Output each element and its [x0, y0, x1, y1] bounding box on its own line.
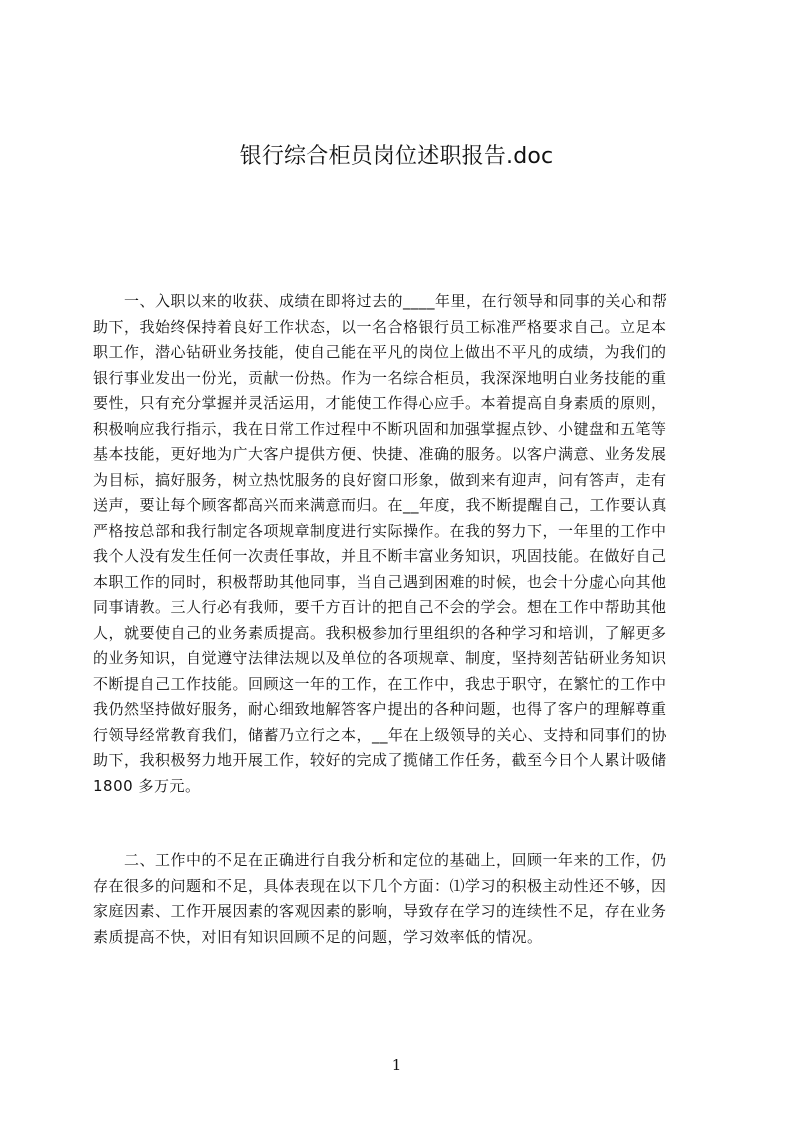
paragraph-line: 的业务知识，自觉遵守法律法规以及单位的各项规章、制度，坚持刻苦钻研业务知识	[93, 649, 667, 667]
paragraph-2	[93, 848, 698, 950]
paragraph-line: 送声，要让每个顾客都高兴而来满意而归。在__年度，我不断提醒自己，工作要认真	[93, 496, 668, 514]
paragraph-line: 素质提高不快，对旧有知识回顾不足的问题，学习效率低的情况。	[93, 927, 543, 946]
paragraph-1	[93, 289, 698, 799]
paragraph-line: 存在很多的问题和不足，具体表现在以下几个方面：⑴学习的积极主动性还不够，因	[93, 876, 667, 895]
paragraph-line: 严格按总部和我行制定各项规章制度进行实际操作。在我的努力下，一年里的工作中	[93, 521, 667, 540]
paragraph-line: 我仍然坚持做好服务，耐心细致地解答客户提出的各种问题，也得了客户的理解尊重	[93, 700, 667, 718]
paragraph-line: 我个人没有发生任何一次责任事故，并且不断丰富业务知识，巩固技能。在做好自己	[93, 547, 667, 565]
paragraph-line: 基本技能，更好地为广大客户提供方便、快捷、准确的服务。以客户满意、业务发展	[93, 445, 667, 463]
paragraph-line: 助下，我始终保持着良好工作状态，以一名合格银行员工标准严格要求自己。立足本	[93, 317, 667, 336]
paragraph-line: 行领导经常教育我们，储蓄乃立行之本，__年在上级领导的关心、支持和同事们的协	[93, 725, 668, 744]
paragraph-line: 积极响应我行指示，我在日常工作过程中不断巩固和加强掌握点钞、小键盘和五笔等	[93, 419, 667, 438]
paragraph-line: 人，就要使自己的业务素质提高。我积极参加行里组织的各种学习和培训，了解更多	[93, 623, 667, 642]
paragraph-line: 银行事业发出一份光，贡献一份热。作为一名综合柜员，我深深地明白业务技能的重	[93, 368, 667, 387]
paragraph-line: 同事请教。三人行必有我师，要千方百计的把自己不会的学会。想在工作中帮助其他	[93, 598, 667, 616]
paragraph-line: 1800 多万元。	[93, 776, 201, 795]
paragraph-line: 要性，只有充分掌握并灵活运用，才能使工作得心应手。本着提高自身素质的原则，	[93, 394, 667, 412]
paragraph-line: 不断提自己工作技能。回顾这一年的工作，在工作中，我忠于职守，在繁忙的工作中	[93, 674, 667, 693]
page-number: 1	[391, 1056, 402, 1074]
paragraph-line: 家庭因素、工作开展因素的客观因素的影响，导致存在学习的连续性不足，存在业务	[93, 902, 667, 920]
document-title: 银行综合柜员岗位述职报告.doc	[239, 144, 554, 169]
paragraph-line: 二、工作中的不足在正确进行自我分析和定位的基础上，回顾一年来的工作，仍	[93, 851, 667, 869]
paragraph-line: 本职工作的同时，积极帮助其他同事，当自己遇到困难的时候，也会十分虚心向其他	[93, 572, 667, 591]
paragraph-line: 一、入职以来的收获、成绩在即将过去的____年里，在行领导和同事的关心和帮	[93, 292, 668, 310]
paragraph-line: 职工作，潜心钻研业务技能，使自己能在平凡的岗位上做出不平凡的成绩，为我们的	[93, 343, 667, 361]
paragraph-line: 助下，我积极努力地开展工作，较好的完成了揽储工作任务，截至今日个人累计吸储	[93, 751, 667, 769]
paragraph-line: 为目标，搞好服务，树立热忱服务的良好窗口形象，做到来有迎声，问有答声，走有	[93, 470, 667, 489]
